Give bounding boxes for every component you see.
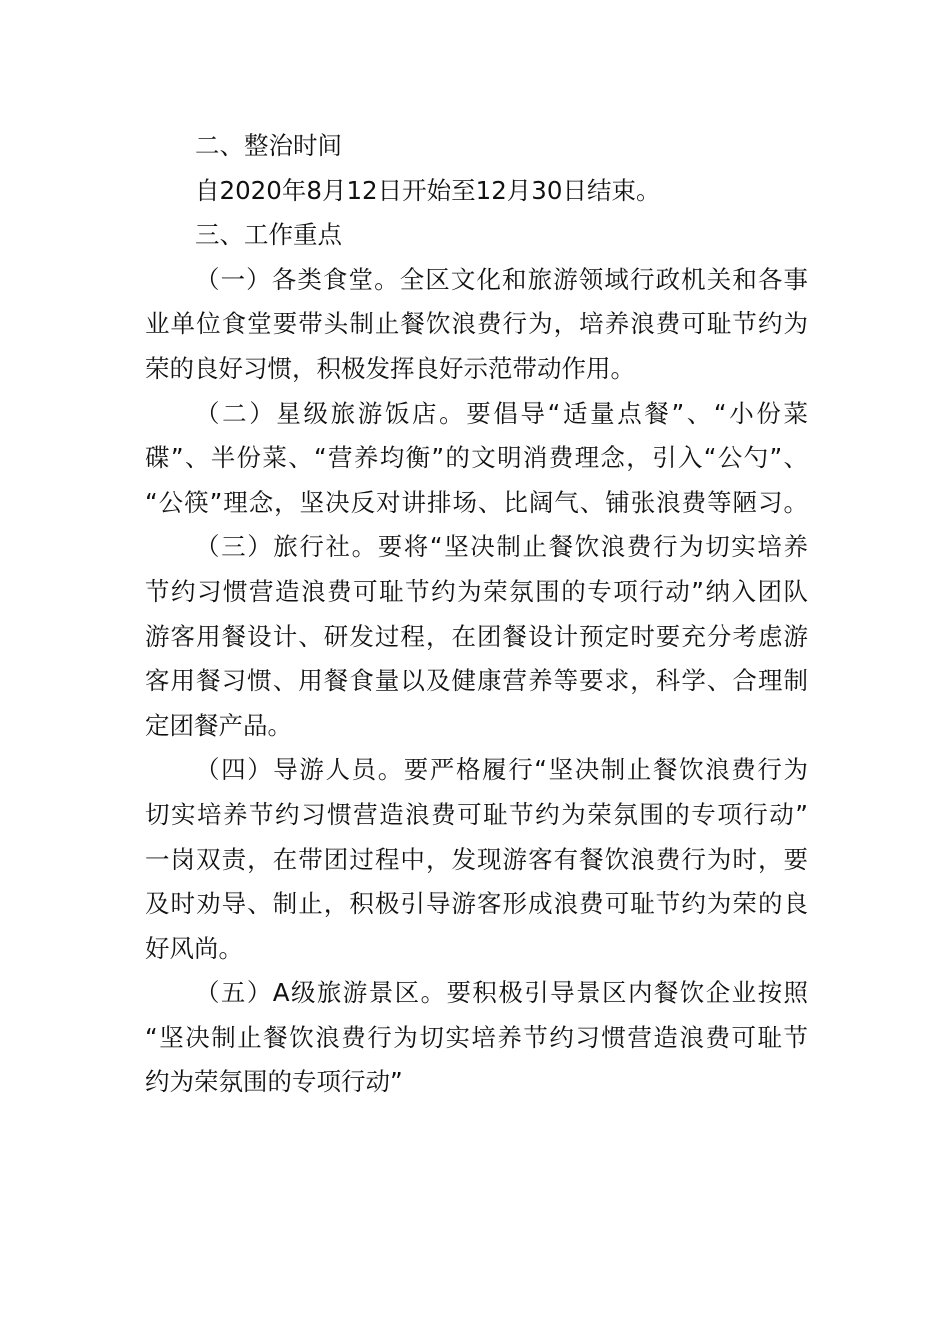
text-line: 节约习惯营造浪费可耻节约为荣氛围的专项行动”纳入团队	[145, 576, 808, 606]
text-line: 一岗双责，在带团过程中，发现游客有餐饮浪费行为时，要	[145, 844, 808, 874]
document-body	[145, 124, 808, 1105]
text-line: （二）星级旅游饭店。要倡导“适量点餐”、“小份菜	[195, 398, 808, 428]
text-line: 游客用餐设计、研发过程，在团餐设计预定时要充分考虑游	[145, 621, 808, 651]
text-line: 二、整治时间	[195, 131, 342, 160]
text-line: 碟”、半份菜、“营养均衡”的文明消费理念，引入“公勺”、	[145, 443, 808, 473]
text-line: 切实培养节约习惯营造浪费可耻节约为荣氛围的专项行动”	[145, 799, 808, 829]
text-line: “公筷”理念，坚决反对讲排场、比阔气、铺张浪费等陋习。	[145, 487, 808, 517]
text-line: “坚决制止餐饮浪费行为切实培养节约习惯营造浪费可耻节	[145, 1022, 808, 1052]
text-line: （五）A级旅游景区。要积极引导景区内餐饮企业按照	[195, 978, 808, 1008]
text-line: 定团餐产品。	[145, 710, 292, 740]
text-line: 业单位食堂要带头制止餐饮浪费行为，培养浪费可耻节约为	[145, 309, 808, 339]
text-line: 自2020年8月12日开始至12月30日结束。	[195, 175, 661, 205]
text-line: （四）导游人员。要严格履行“坚决制止餐饮浪费行为	[195, 755, 808, 785]
text-line: 荣的良好习惯，积极发挥良好示范带动作用。	[145, 353, 635, 383]
text-line: （三）旅行社。要将“坚决制止餐饮浪费行为切实培养	[195, 532, 808, 562]
text-line: 客用餐习惯、用餐食量以及健康营养等要求，科学、合理制	[145, 666, 808, 696]
text-line: 约为荣氛围的专项行动”	[145, 1067, 403, 1097]
text-line: （一）各类食堂。全区文化和旅游领域行政机关和各事	[195, 264, 808, 294]
text-line: 好风尚。	[145, 933, 243, 963]
text-line: 及时劝导、制止，积极引导游客形成浪费可耻节约为荣的良	[145, 889, 808, 919]
text-line: 三、工作重点	[195, 220, 342, 250]
